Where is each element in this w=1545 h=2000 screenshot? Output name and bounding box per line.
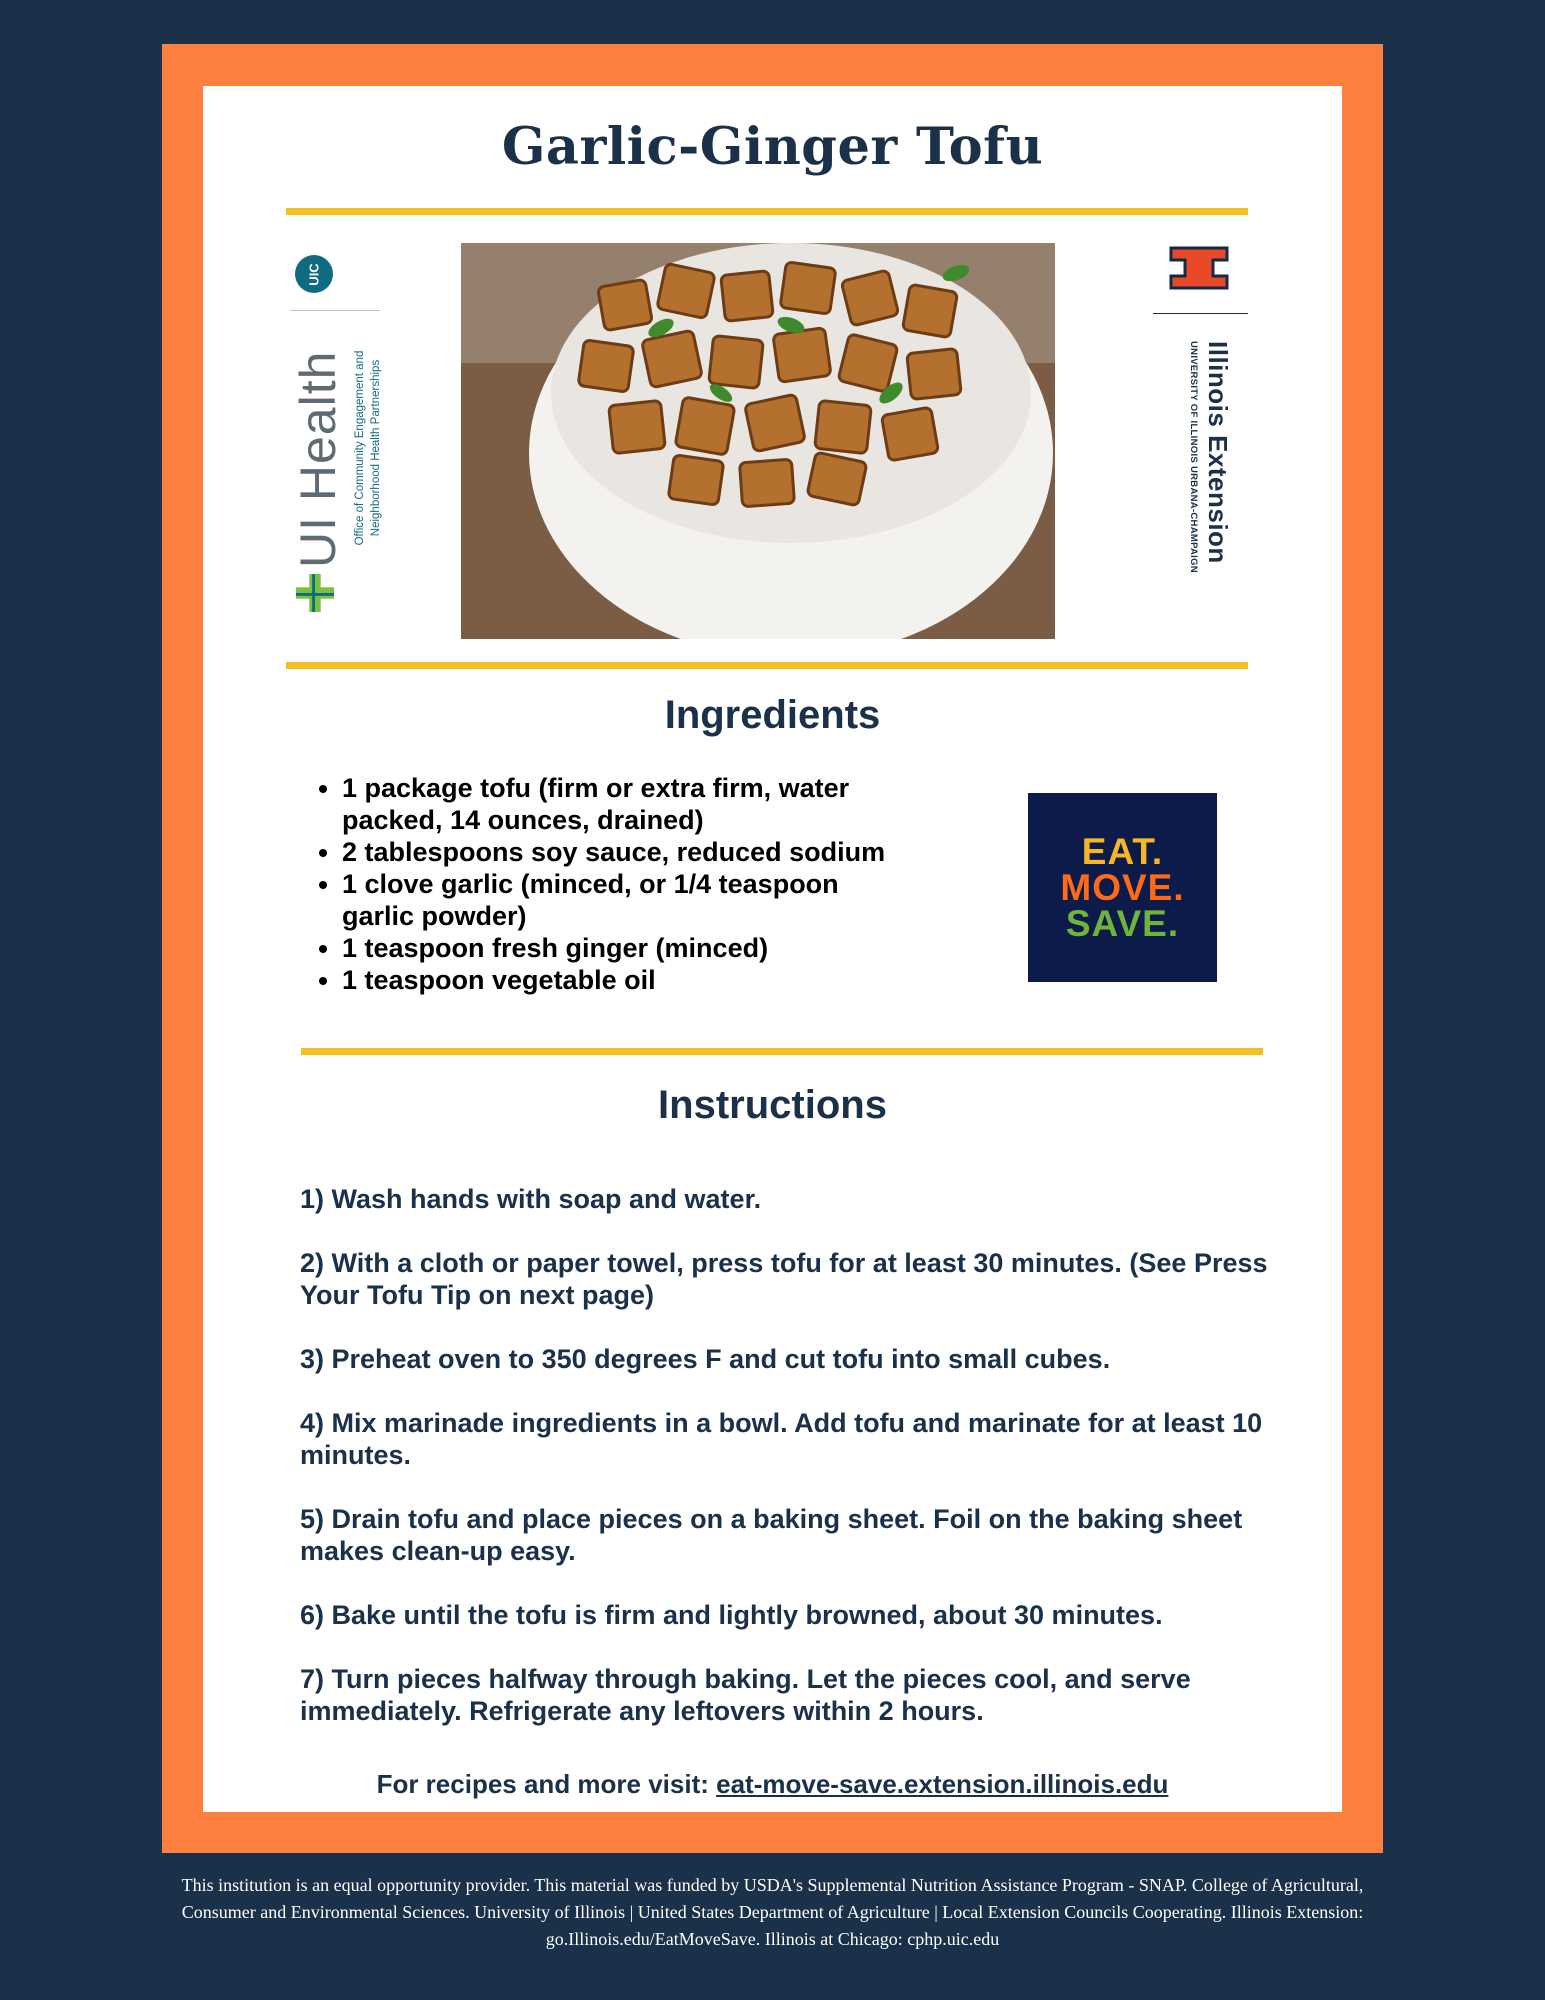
logo-divider (1153, 313, 1248, 314)
disclaimer-text: This institution is an equal opportunity provider. This material was funded by USDA's Supplemental Nutrition Assistance Program - SNAP. College of Agricultural, Consumer and Environmental Sciences. University of Illinois | United States Department of Agriculture | Local Extension Councils Cooperating. Illinois Extension: go.Illinois.edu/EatMoveSave. Illinois at Chicago: cphp.uic.edu (181, 1875, 1364, 1949)
illinois-extension-logo (1153, 246, 1253, 626)
ui-health-subtitle: Office of Community Engagement and Neighborhood Health Partnerships (354, 350, 382, 546)
ui-health-logo (288, 248, 388, 618)
list-item: • 1 teaspoon vegetable oil (342, 964, 902, 996)
block-i-icon (1169, 246, 1229, 290)
eat-move-save-logo (1028, 793, 1217, 982)
tofu-photo (461, 243, 1055, 639)
ems-line-eat: EAT. (1081, 830, 1164, 872)
page-title: Garlic-Ginger Tofu (501, 117, 1044, 177)
footer-visit (203, 1769, 1342, 1800)
instruction-step: 5) Drain tofu and place pieces on a baking sheet. Foil on the baking sheet makes clean-up easy. (300, 1504, 1243, 1566)
uic-badge-icon: UIC (295, 255, 333, 293)
ui-health-wordmark: UI Health (290, 350, 346, 568)
instruction-step: 2) With a cloth or paper towel, press tofu for at least 30 minutes. (See Press Your Tofu Tip on next page) (300, 1248, 1268, 1310)
ingredients-list (293, 772, 902, 996)
instruction-step: 4) Mix marinade ingredients in a bowl. Add tofu and marinate for at least 10 minutes. (300, 1408, 1263, 1470)
visit-link[interactable]: eat-move-save.extension.illinois.edu (716, 1769, 1169, 1799)
divider-top (286, 208, 1248, 215)
divider-middle (286, 662, 1248, 669)
list-item: • 1 clove garlic (minced, or 1/4 teaspoon garlic powder) (342, 868, 902, 932)
instructions-list (300, 1183, 1280, 1759)
divider-lower (301, 1048, 1263, 1055)
instruction-step: 3) Preheat oven to 350 degrees F and cut tofu into small cubes. (300, 1344, 1111, 1374)
instructions-heading: Instructions (658, 1083, 887, 1127)
visit-label: For recipes and more visit: (376, 1769, 709, 1799)
list-item: • 2 tablespoons soy sauce, reduced sodium (342, 836, 902, 868)
extension-subtitle: UNIVERSITY OF ILLINOIS URBANA-CHAMPAIGN (1188, 341, 1199, 573)
list-item: • 1 package tofu (firm or extra firm, water packed, 14 ounces, drained) (342, 772, 902, 836)
instruction-step: 7) Turn pieces halfway through baking. Let the pieces cool, and serve immediately. Refrigerate any leftovers within 2 hours. (300, 1664, 1191, 1726)
health-cross-icon (296, 574, 334, 612)
instruction-step: 6) Bake until the tofu is firm and lightly browned, about 30 minutes. (300, 1600, 1163, 1630)
ems-line-save: SAVE. (1065, 902, 1180, 944)
list-item: • 1 teaspoon fresh ginger (minced) (342, 932, 902, 964)
ingredients-heading: Ingredients (664, 693, 881, 737)
recipe-card (203, 86, 1342, 1812)
ems-line-move: MOVE. (1060, 866, 1185, 908)
instruction-step: 1) Wash hands with soap and water. (300, 1184, 762, 1214)
extension-wordmark: Illinois Extension (1203, 341, 1233, 564)
